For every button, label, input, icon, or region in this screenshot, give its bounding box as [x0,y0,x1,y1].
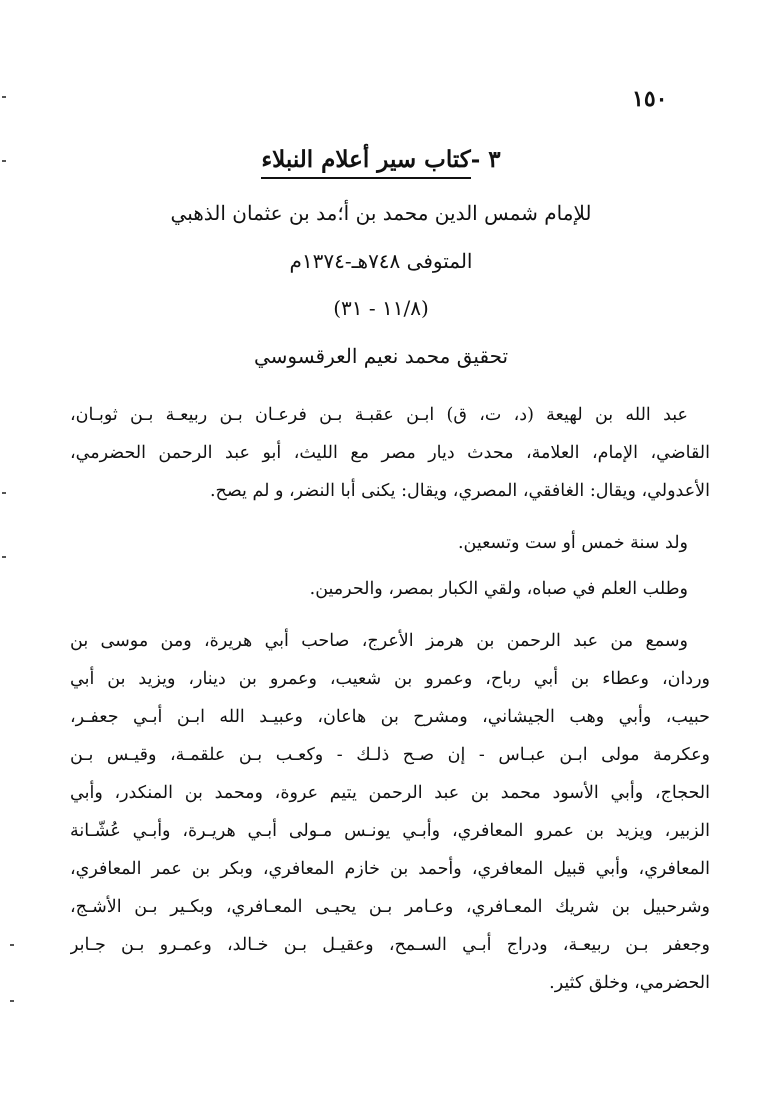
text-line: الحضرمي، وخلق كثير. [549,973,710,993]
text-line: الأعدولي، ويقال: الغافقي، المصري، ويقال: يكنى أبا النضر، و لم يصح. [209,481,710,501]
text-line: وشرحبيل بن شريك المعـافري، وعـامر بـن يحيـى المعـافري، وبكـير بـن الأشـج، [70,897,710,917]
text-line: المعافري، وأبي قبيل المعافري، وأحمد بن خازم المعافري، وبكر بن عمر المعافري، [70,859,710,879]
text-line: وجعفر بـن ربيعـة، ودراج أبـي السـمح، وعقيـل بـن خـالد، وعمـرو بـن جـابر [70,935,710,955]
text-line: وعكرمة مولى ابـن عبـاس - إن صـح ذلـك - وكعـب بـن علقمـة، وقيـس بـن [70,745,710,765]
section-title-text: كتاب سير أعلام النبلاء [261,146,470,179]
text-line: عبد الله بن لهيعة (د، ت، ق) ابـن عقبـة بـن فرعـان بـن ربيعـة بـن ثوبـان، [70,405,688,425]
text-line: وسمع من عبد الرحمن بن هرمز الأعرج، صاحب أبي هريرة، ومن موسى بن [70,631,688,651]
text-line: وردان، وعطاء بن أبي رباح، وعمرو بن شعيب، وعمرو بن دينار، ويزيد بن أبي [70,669,710,689]
text-line: الحجاج، وأبي الأسود محمد بن عبد الرحمن يتيم عروة، ومحمد بن المنكدر، وأبي [70,783,710,803]
text-line: الزبير، ويزيد بن عمرو المعافري، وأبـي يونـس مـولى أبـي هريـرة، وأبـي عُشّـانة [70,821,710,841]
death-date-line: المتوفى ٧٤٨هـ-١٣٧٤م [289,249,473,273]
author-line: للإمام شمس الدين محمد بن أ؛مد بن عثمان الذهبي [170,201,592,225]
editor-line: تحقيق محمد نعيم العرقسوسي [253,344,509,368]
text-line: ولد سنة خمس أو ست وتسعين. [457,533,688,553]
text-line: حبيب، وأبي وهب الجيشاني، ومشرح بن هاعان، وعبيـد الله ابـن أبـي جعفـر، [70,707,710,727]
scan-mark [10,1000,14,1002]
text-line: وطلب العلم في صباه، ولقي الكبار بمصر، والحرمين. [309,579,688,599]
volume-reference: (١١/٨ - ٣١) [333,296,429,320]
scan-mark [2,96,6,98]
scan-mark [2,160,6,162]
section-title-number: ٣ - [470,146,501,173]
paragraph-biography [70,396,710,510]
paragraph-study [70,570,710,608]
paragraph-teachers [70,622,710,1002]
scan-mark [2,492,6,494]
text-line: القاضي، الإمام، العلامة، محدث ديار مصر مع الليث، أبو عبد الرحمن الحضرمي، [70,443,710,463]
scan-mark [10,944,14,946]
paragraph-birth [70,524,710,562]
page-number: ١٥٠ [632,86,668,112]
scan-mark [2,556,6,558]
section-title [0,146,762,173]
